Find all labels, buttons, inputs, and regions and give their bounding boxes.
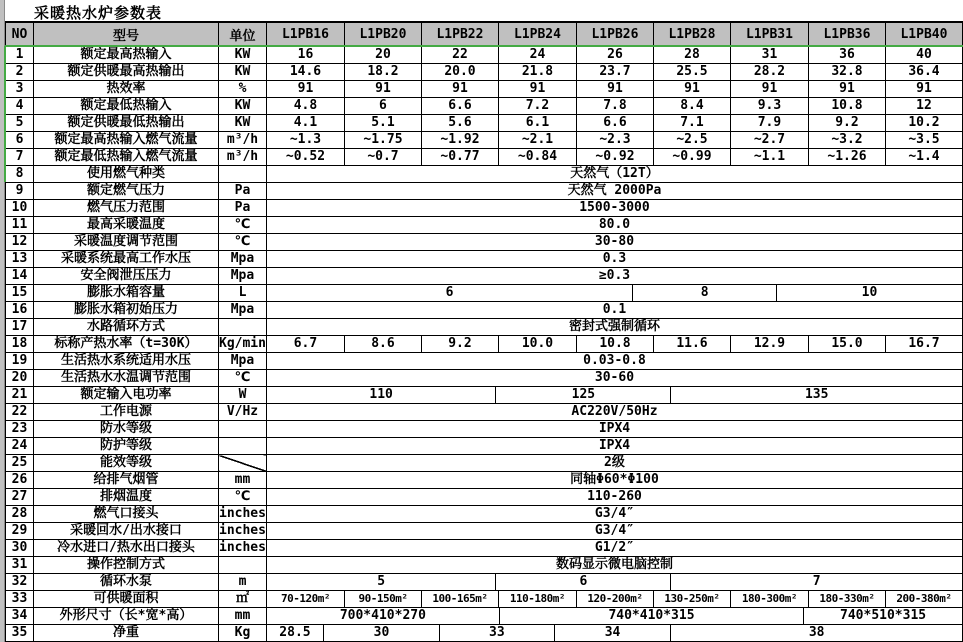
row-unit[interactable]: Pa [219,200,267,217]
table-row [6,438,963,455]
value-cell[interactable]: 91 [421,81,498,98]
value-cell[interactable]: 20 [344,46,421,64]
header-model-l1pb28[interactable]: L1PB28 [653,22,730,46]
table-row [6,302,963,319]
segment-row [267,387,962,403]
row-number[interactable]: 17 [6,319,34,336]
row-number[interactable]: 29 [6,523,34,540]
row-label[interactable]: 防护等级 [34,438,219,455]
table-row [6,370,963,387]
header-model-l1pb20[interactable]: L1PB20 [344,22,421,46]
value-cell[interactable]: 25.5 [653,64,730,81]
row-label[interactable]: 净重 [34,625,219,642]
row-number[interactable]: 32 [6,574,34,591]
table-row [6,557,963,574]
table-row [6,455,963,472]
value-cell[interactable]: 28.2 [730,64,808,81]
value-cell[interactable]: 91 [653,81,730,98]
value-cell[interactable]: 30 [324,625,440,641]
row-unit[interactable]: V/Hz [219,404,267,421]
value-cell[interactable]: 31 [730,46,808,64]
row-label[interactable]: 额定最低热输入 [34,98,219,115]
table-row [6,166,963,183]
value-cell[interactable]: 天然气（12T） [266,166,962,183]
row-unit[interactable] [219,455,267,472]
row-number[interactable]: 24 [6,438,34,455]
value-cell[interactable]: 10.2 [885,115,962,132]
row-label[interactable]: 最高采暖温度 [34,217,219,234]
value-cell[interactable]: 91 [266,81,344,98]
row-number[interactable]: 25 [6,455,34,472]
header-model-l1pb16[interactable]: L1PB16 [266,22,344,46]
row-unit[interactable]: KW [219,98,267,115]
row-number[interactable]: 2 [6,64,34,81]
value-cell[interactable]: 6.6 [421,98,498,115]
value-cell[interactable]: ≥0.3 [266,268,962,285]
row-number[interactable]: 18 [6,336,34,353]
value-cell[interactable]: 110-180m² [498,591,576,608]
value-cell[interactable]: 100-165m² [421,591,498,608]
table-row [6,421,963,438]
value-cell[interactable]: ~1.26 [808,149,885,166]
table-row [6,506,963,523]
header-row [6,22,963,46]
table-row [6,64,963,81]
value-cell[interactable]: 6 [267,285,633,301]
header-model[interactable]: 型号 [34,22,219,46]
value-cell[interactable]: 740*510*315 [840,608,927,623]
value-cell[interactable]: 180-300m² [730,591,808,608]
row-label[interactable]: 给排气烟管 [34,472,219,489]
row-number[interactable]: 27 [6,489,34,506]
header-unit[interactable]: 单位 [219,22,267,46]
row-unit[interactable]: Mpa [219,353,267,370]
row-unit[interactable] [219,319,267,336]
row-label[interactable]: 安全阀泄压压力 [34,268,219,285]
row-label[interactable]: 额定输入电功率 [34,387,219,404]
row-unit[interactable]: L [219,285,267,302]
value-cell[interactable]: 200-380m² [885,591,962,608]
row-unit[interactable]: ℃ [219,217,267,234]
row-number[interactable]: 6 [6,132,34,149]
value-cell[interactable]: ~2.7 [730,132,808,149]
header-model-l1pb40[interactable]: L1PB40 [885,22,962,46]
value-cell[interactable]: 23.7 [576,64,653,81]
row-unit[interactable] [219,438,267,455]
value-cell[interactable]: ~3.2 [808,132,885,149]
value-cell[interactable]: 34 [555,625,672,641]
value-cell[interactable]: G3/4″ [266,523,962,540]
row-label[interactable]: 额定最低热输入燃气流量 [34,149,219,166]
value-cell[interactable]: 7.9 [730,115,808,132]
value-cell[interactable]: 91 [885,81,962,98]
value-cell[interactable]: 16 [266,46,344,64]
value-cell[interactable]: 110 [267,387,496,403]
row-number[interactable]: 33 [6,591,34,608]
value-cell[interactable]: 9.3 [730,98,808,115]
row-label[interactable]: 操作控制方式 [34,557,219,574]
value-cell[interactable]: 90-150m² [344,591,421,608]
row-label[interactable]: 外形尺寸（长*宽*高） [34,608,219,625]
segment-row [267,608,962,624]
row-unit[interactable]: ℃ [219,370,267,387]
table-row [6,625,963,642]
row-number[interactable]: 15 [6,285,34,302]
row-label[interactable]: 可供暖面积 [34,591,219,608]
row-unit[interactable]: Pa [219,183,267,200]
row-label[interactable]: 冷水进口/热水出口接头 [34,540,219,557]
row-number[interactable]: 30 [6,540,34,557]
value-cell[interactable]: 91 [808,81,885,98]
row-label[interactable]: 额定供暖最低热输出 [34,115,219,132]
row-label[interactable]: 采暖系统最高工作水压 [34,251,219,268]
table-row [6,98,963,115]
row-unit[interactable]: inches [219,506,266,521]
merged-value-cells [266,625,962,642]
table-row [6,217,963,234]
value-cell[interactable]: 22 [421,46,498,64]
row-unit[interactable]: KW [219,115,267,132]
row-number[interactable]: 9 [6,183,34,200]
table-row [6,132,963,149]
table-row [6,353,963,370]
value-cell[interactable]: ~1.92 [421,132,498,149]
row-unit[interactable]: ℃ [219,234,267,251]
value-cell[interactable]: G3/4″ [266,506,962,523]
value-cell[interactable]: 7 [812,574,821,589]
row-label[interactable]: 工作电源 [34,404,219,421]
value-cell[interactable]: 7.8 [576,98,653,115]
value-cell[interactable]: 180-330m² [808,591,885,608]
table-row [6,268,963,285]
table-row [6,251,963,268]
value-cell[interactable]: 12.9 [730,336,808,353]
row-label[interactable]: 标称产热水率（t=30K） [34,336,219,353]
value-cell[interactable]: 130-250m² [653,591,730,608]
value-cell[interactable]: 9.2 [808,115,885,132]
row-label[interactable]: 额定最高热输入 [34,46,219,64]
value-cell[interactable]: 6.7 [266,336,344,353]
value-cell[interactable]: ~0.84 [498,149,576,166]
table-row [6,404,963,421]
value-cell[interactable]: 40 [885,46,962,64]
row-number[interactable]: 11 [6,217,34,234]
value-cell[interactable]: 15.0 [808,336,885,353]
value-cell[interactable]: 5 [267,574,496,590]
value-cell[interactable]: IPX4 [266,438,962,455]
value-cell[interactable]: 33 [440,625,555,641]
header-model-l1pb36[interactable]: L1PB36 [808,22,885,46]
value-cell[interactable]: 30-60 [266,370,962,387]
row-unit[interactable]: Mpa [219,251,267,268]
row-label[interactable]: 燃气口接头 [34,506,219,523]
value-cell[interactable]: 91 [730,81,808,98]
value-cell[interactable]: 28.5 [267,625,324,641]
value-cell[interactable]: ~1.1 [730,149,808,166]
value-cell[interactable]: 26 [576,46,653,64]
row-label[interactable]: 排烟温度 [34,489,219,506]
table-row [6,574,963,591]
row-label[interactable]: 采暖温度调节范围 [34,234,219,251]
table-row [6,200,963,217]
row-unit[interactable]: % [219,81,267,98]
value-cell[interactable]: 20.0 [421,64,498,81]
value-cell[interactable]: ~0.99 [653,149,730,166]
table-row [6,591,963,608]
table-row [6,472,963,489]
value-cell[interactable]: G1/2″ [266,540,962,557]
selection-border-line [4,46,6,182]
row-label[interactable]: 生活热水系统适用水压 [34,353,219,370]
value-cell[interactable]: 4.1 [266,115,344,132]
row-label[interactable]: 生活热水水温调节范围 [34,370,219,387]
header-model-l1pb26[interactable]: L1PB26 [576,22,653,46]
value-cell[interactable]: 10.0 [498,336,576,353]
table-body [6,46,963,642]
merged-value-cells [266,608,962,625]
value-cell[interactable]: 5.1 [344,115,421,132]
row-unit[interactable]: KW [219,64,267,81]
row-number[interactable]: 21 [6,387,34,404]
row-number[interactable]: 3 [6,81,34,98]
row-label[interactable]: 使用燃气种类 [34,166,219,183]
value-cell[interactable]: ~2.3 [576,132,653,149]
value-cell[interactable]: 5.6 [421,115,498,132]
value-cell[interactable]: 4.8 [266,98,344,115]
row-unit[interactable]: Kg/min [219,336,266,351]
table-row [6,540,963,557]
merged-value-cells [266,387,962,404]
value-cell[interactable]: 10 [861,285,878,300]
value-cell[interactable]: 18.2 [344,64,421,81]
row-number[interactable]: 23 [6,421,34,438]
row-number[interactable]: 16 [6,302,34,319]
table-row [6,336,963,353]
value-cell[interactable]: 同轴Φ60*Φ100 [266,472,962,489]
table-header [6,22,963,46]
row-label[interactable]: 额定最高热输入燃气流量 [34,132,219,149]
value-cell[interactable]: 91 [576,81,653,98]
row-unit[interactable] [219,557,267,574]
value-cell[interactable]: ~2.5 [653,132,730,149]
row-number[interactable]: 4 [6,98,34,115]
value-cell[interactable]: ~0.52 [266,149,344,166]
header-model-l1pb31[interactable]: L1PB31 [730,22,808,46]
value-cell[interactable]: 30-80 [266,234,962,251]
value-cell[interactable]: 6.1 [498,115,576,132]
row-unit[interactable]: m³/h [219,132,267,149]
row-number[interactable]: 1 [6,46,34,64]
row-number[interactable]: 12 [6,234,34,251]
value-cell[interactable]: 0.03-0.8 [266,353,962,370]
value-cell[interactable]: 700*410*270 [267,608,500,624]
row-label[interactable]: 采暖回水/出水接口 [34,523,219,540]
row-unit[interactable]: Mpa [219,302,267,319]
row-number[interactable]: 7 [6,149,34,166]
row-number[interactable]: 8 [6,166,34,183]
value-cell[interactable]: 740*410*315 [500,608,804,624]
value-cell[interactable]: 6.6 [576,115,653,132]
value-cell[interactable]: 0.3 [266,251,962,268]
value-cell[interactable]: AC220V/50Hz [266,404,962,421]
value-cell[interactable]: 数码显示微电脑控制 [266,557,962,574]
value-cell[interactable]: ~0.92 [576,149,653,166]
table-row [6,149,963,166]
table-row [6,387,963,404]
value-cell[interactable]: 36 [808,46,885,64]
value-cell[interactable]: ~3.5 [885,132,962,149]
row-number[interactable]: 5 [6,115,34,132]
table-row [6,285,963,302]
value-cell[interactable]: 91 [344,81,421,98]
row-unit[interactable] [219,166,267,183]
value-cell[interactable]: 21.8 [498,64,576,81]
row-number[interactable]: 35 [6,625,34,642]
row-label[interactable]: 燃气压力范围 [34,200,219,217]
row-unit[interactable]: Mpa [219,268,267,285]
row-number[interactable]: 10 [6,200,34,217]
value-cell[interactable]: 6 [496,574,671,590]
row-label[interactable]: 额定燃气压力 [34,183,219,200]
value-cell[interactable]: ~0.77 [421,149,498,166]
value-cell[interactable]: 125 [496,387,671,403]
value-cell[interactable]: 6 [344,98,421,115]
value-cell[interactable]: 8.4 [653,98,730,115]
row-number[interactable]: 26 [6,472,34,489]
value-cell[interactable]: 32.8 [808,64,885,81]
row-label[interactable]: 循环水泵 [34,574,219,591]
header-no[interactable]: NO [6,22,34,46]
table-row [6,319,963,336]
value-cell[interactable]: 1500-3000 [266,200,962,217]
value-cell[interactable]: 24 [498,46,576,64]
value-cell[interactable]: 120-200m² [576,591,653,608]
header-model-l1pb22[interactable]: L1PB22 [421,22,498,46]
value-cell[interactable]: 110-260 [266,489,962,506]
value-cell[interactable]: 38 [808,625,825,640]
value-cell[interactable]: ~2.1 [498,132,576,149]
value-cell[interactable]: ~0.7 [344,149,421,166]
row-label[interactable]: 防水等级 [34,421,219,438]
row-number[interactable]: 28 [6,506,34,523]
value-cell[interactable]: 70-120m² [266,591,344,608]
row-number[interactable]: 34 [6,608,34,625]
table-row [6,489,963,506]
row-unit[interactable] [219,421,267,438]
row-unit[interactable]: W [219,387,267,404]
table-row [6,234,963,251]
value-cell[interactable]: 11.6 [653,336,730,353]
table-row [6,523,963,540]
value-cell[interactable]: 0.1 [266,302,962,319]
table-row [6,115,963,132]
value-cell[interactable]: 91 [498,81,576,98]
row-unit[interactable]: m [219,574,267,591]
value-cell[interactable]: 2级 [266,455,962,472]
value-cell[interactable]: 10.8 [808,98,885,115]
segment-row [267,285,962,301]
row-number[interactable]: 19 [6,353,34,370]
segment-row [267,625,962,641]
value-cell[interactable]: 80.0 [266,217,962,234]
row-number[interactable]: 22 [6,404,34,421]
value-cell[interactable]: 135 [804,387,829,402]
parameter-table [5,21,963,642]
value-cell[interactable]: ~1.4 [885,149,962,166]
value-cell[interactable]: 7.1 [653,115,730,132]
row-label[interactable]: 水路循环方式 [34,319,219,336]
value-cell[interactable]: 9.2 [421,336,498,353]
table-row [6,183,963,200]
row-unit[interactable]: ㎡ [219,591,267,608]
value-cell[interactable]: 12 [885,98,962,115]
value-cell[interactable]: 8.6 [344,336,421,353]
merged-value-cells [266,285,962,302]
value-cell[interactable]: 10.8 [576,336,653,353]
value-cell[interactable]: 天然气 2000Pa [266,183,962,200]
row-unit[interactable]: inches [219,523,266,538]
header-model-l1pb24[interactable]: L1PB24 [498,22,576,46]
row-unit[interactable]: mm [219,472,267,489]
row-number[interactable]: 20 [6,370,34,387]
row-unit[interactable]: m³/h [219,149,267,166]
value-cell[interactable]: 36.4 [885,64,962,81]
row-label[interactable]: 膨胀水箱初始压力 [34,302,219,319]
value-cell[interactable]: 28 [653,46,730,64]
row-unit[interactable]: KW [219,46,267,64]
value-cell[interactable]: 7.2 [498,98,576,115]
value-cell[interactable]: IPX4 [266,421,962,438]
table-row [6,608,963,625]
row-number[interactable]: 14 [6,268,34,285]
row-label[interactable]: 热效率 [34,81,219,98]
value-cell[interactable]: 16.7 [885,336,962,353]
page-title: 采暖热水炉参数表 [34,4,163,22]
value-cell[interactable]: ~1.75 [344,132,421,149]
row-label[interactable]: 额定供暖最高热输出 [34,64,219,81]
row-unit[interactable]: inches [219,540,266,555]
value-cell[interactable]: 密封式强制循环 [266,319,962,336]
row-number[interactable]: 13 [6,251,34,268]
row-unit[interactable]: Kg [219,625,267,642]
row-unit[interactable]: ℃ [219,489,267,506]
row-label[interactable]: 能效等级 [34,455,219,472]
row-unit[interactable]: mm [219,608,267,625]
value-cell[interactable]: ~1.3 [266,132,344,149]
merged-value-cells [266,574,962,591]
value-cell[interactable]: 14.6 [266,64,344,81]
segment-row [267,574,962,590]
value-cell[interactable]: 8 [633,285,777,301]
table-row [6,46,963,64]
row-label[interactable]: 膨胀水箱容量 [34,285,219,302]
row-number[interactable]: 31 [6,557,34,574]
table-row [6,81,963,98]
